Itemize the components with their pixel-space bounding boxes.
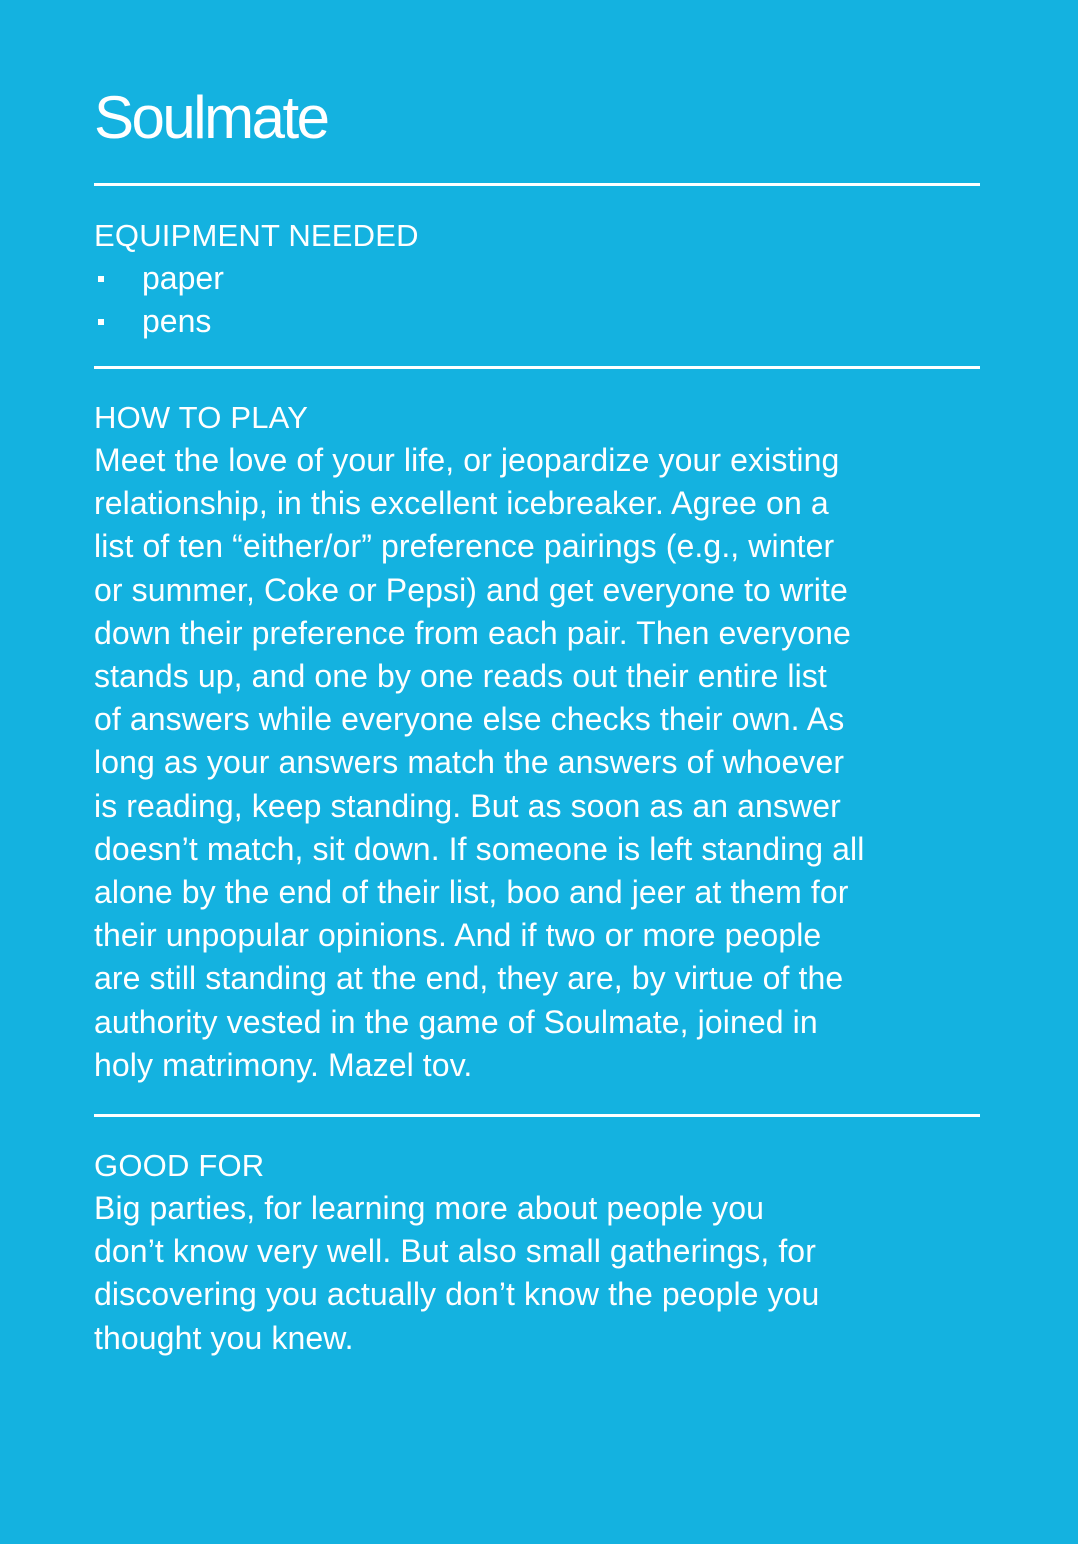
how-to-play-section [94, 396, 994, 1087]
bullet-icon [98, 319, 104, 325]
card-title: Soulmate [94, 84, 328, 151]
good-for-text: Big parties, for learning more about people you don’t know very well. But also small gatherings, for discovering you actually don’t know the people you thought you knew. [94, 1190, 820, 1356]
good-for-heading: GOOD FOR [94, 1148, 265, 1183]
good-for-section [94, 1144, 994, 1360]
list-item [94, 257, 994, 300]
equipment-heading: EQUIPMENT NEEDED [94, 218, 419, 253]
divider [94, 1114, 980, 1117]
equipment-list [94, 257, 994, 343]
list-item [94, 300, 994, 343]
equipment-section [94, 214, 994, 343]
divider [94, 183, 980, 186]
how-to-play-heading: HOW TO PLAY [94, 400, 309, 435]
how-to-play-text: Meet the love of your life, or jeopardize your existing relationship, in this excellent icebreaker. Agree on a list of ten “either/or” preference pairings (e.g., winter or summer, Coke or Pepsi) and get everyone to write down their preference from each pair. Then everyone stands up, and one by one reads out their entire list of answers while everyone else checks their own. As long as your answers match the answers of whoever is reading, keep standing. But as soon as an answer doesn’t match, sit down. If someone is left standing all alone by the end of their list, boo and jeer at them for their unpopular opinions. And if two or more people are still standing at the end, they are, by virtue of the authority vested in the game of Soulmate, joined in holy matrimony. Mazel tov. [94, 442, 865, 1083]
equipment-item-label: paper [142, 260, 224, 296]
divider [94, 366, 980, 369]
bullet-icon [98, 276, 104, 282]
equipment-item-label: pens [142, 303, 212, 339]
